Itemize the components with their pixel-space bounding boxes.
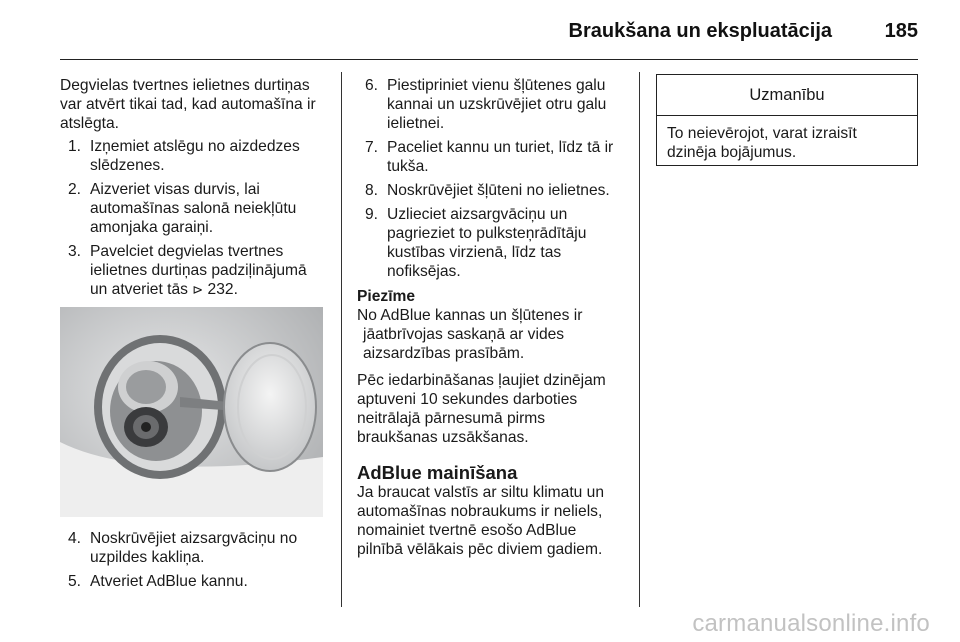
list-item [357,205,625,281]
list-item [60,572,328,591]
intro-paragraph: Degvielas tvertnes ielietnes durtiņas var atvērt tikai tad, kad automašīna ir atslēgta. [60,77,316,132]
list-text: Pavelciet degvielas tvertnes ielietnes durtiņas padziļinājumā un atveriet tās [90,243,307,298]
list-text: Atveriet AdBlue kannu. [90,573,248,590]
column-divider [639,72,640,607]
caution-box [656,74,918,166]
list-text: Uzlieciet aizsargvāciņu un pagrieziet to pulksteņrādītāju kustības virzienā, līdz tas nofiksējas. [387,206,587,280]
list-text: Izņemiet atslēgu no aizdedzes slēdzenes. [90,138,300,174]
section-title: Braukšana un ekspluatācija [568,20,832,42]
list-number: 8. [365,182,379,199]
list-text: Aizveriet visas durvis, lai automašīnas salonā neiekļūtu amonjaka garaiņi. [90,181,297,236]
list-number: 4. [68,530,82,547]
list-text: Noskrūvējiet šļūteni no ielietnes. [387,182,610,199]
fuel-filler-photo [60,307,323,517]
list-item [357,76,625,133]
filler-neck-illustration [60,307,323,517]
column-1 [60,76,328,596]
note-body [357,306,625,363]
list-number: 5. [68,573,82,590]
page-reference-icon: ⊳ [192,282,204,297]
page-reference[interactable]: 232. [207,281,238,298]
list-number: 1. [68,138,82,155]
header-rule [60,59,918,60]
caution-text: To neievērojot, varat izraisīt dzinēja bojājumus. [667,125,857,161]
list-item [60,529,328,567]
list-number: 2. [68,181,82,198]
list-item [60,180,328,237]
heading-paragraph: Ja braucat valstīs ar siltu klimatu un automašīnas nobraukums ir neliels, nomainiet tvertnē esošo AdBlue pilnībā vēlākais pēc diviem gadiem. [357,484,605,558]
list-text: Noskrūvējiet aizsargvāciņu no uzpildes kakliņa. [90,530,298,566]
list-text: Piestipriniet vienu šļūtenes galu kannai un uzskrūvējiet otru galu ielietnei. [387,77,607,132]
list-number: 9. [365,206,379,223]
list-number: 7. [365,139,379,156]
column-2 [357,76,625,559]
page-number: 185 [884,20,918,42]
list-item [60,242,328,299]
list-item [357,181,625,200]
list-number: 3. [68,243,82,260]
list-item [357,138,625,176]
section-heading: AdBlue mainīšana [357,462,518,483]
list-text: Paceliet kannu un turiet, līdz tā ir tukša. [387,139,614,175]
list-number: 6. [365,77,379,94]
page-header [60,0,918,62]
watermark: carmanualsonline.info [692,610,930,637]
note-title: Piezīme [357,288,416,305]
after-start-paragraph: Pēc iedarbināšanas ļaujiet dzinējam aptuveni 10 sekundes darboties neitrālajā pārnesumā pirms braukšanas uzsākšanas. [357,372,606,446]
caution-title: Uzmanību [657,75,917,116]
note-text: No AdBlue kannas un šļūtenes ir jāatbrīvojas saskaņā ar vides aizsardzības prasībām. [357,307,583,362]
column-divider [341,72,342,607]
list-item [60,137,328,175]
